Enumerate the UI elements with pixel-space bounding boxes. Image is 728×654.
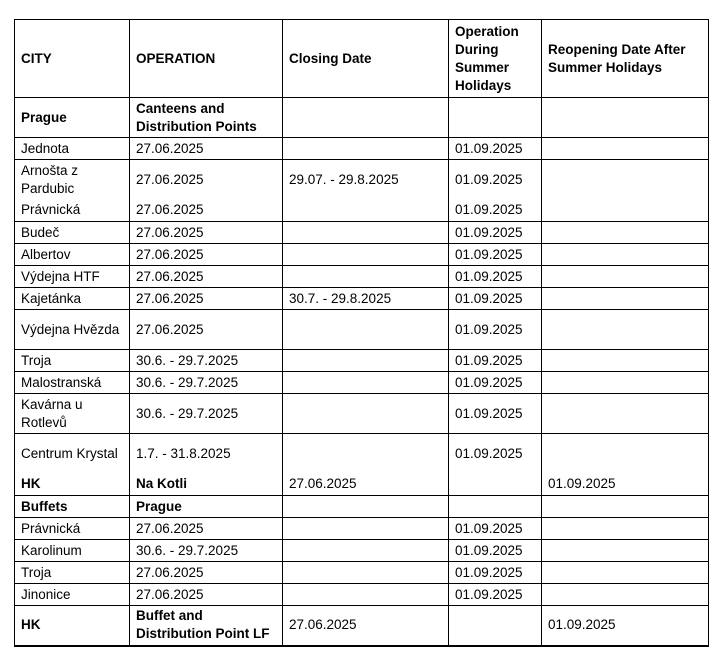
cell-operation: 27.06.2025 [130,562,283,584]
cell-operation: 27.06.2025 [130,266,283,288]
cell-closing [283,222,449,244]
table-row [15,584,709,606]
cell-city: Troja [15,562,130,584]
table-row [15,372,709,394]
cell-reopening [542,584,709,606]
table-cell [283,98,449,138]
cell-closing [283,350,449,372]
cell-closing [283,244,449,266]
cell-reopening [542,434,709,474]
table-row [15,562,709,584]
cell-closing: 30.7. - 29.8.2025 [283,288,449,310]
cell-city: Budeč [15,222,130,244]
cell-during: 01.09.2025 [449,518,542,540]
header-reopening-date: Reopening Date After Summer Holidays [542,20,709,98]
cell-during: 01.09.2025 [449,584,542,606]
table-row [15,200,709,222]
cell-operation: 27.06.2025 [130,160,283,200]
cell-city: HK [15,606,130,646]
cell-reopening [542,138,709,160]
cell-closing [283,584,449,606]
cell-operation: 27.06.2025 [130,310,283,350]
cell-city: Troja [15,350,130,372]
cell-city: HK [15,474,130,496]
cell-operation: 27.06.2025 [130,584,283,606]
cell-operation: Buffet and Distribution Point LF [130,606,283,646]
cell-during: 01.09.2025 [449,562,542,584]
cell-closing [283,138,449,160]
table-row-hk [15,606,709,646]
header-operation: OPERATION [130,20,283,98]
header-operation-during-summer: Operation During Summer Holidays [449,20,542,98]
cell-reopening [542,310,709,350]
table-row [15,540,709,562]
cell-closing [283,562,449,584]
cell-operation: 30.6. - 29.7.2025 [130,372,283,394]
table-row [15,222,709,244]
table-cell [542,98,709,138]
table-cell [449,98,542,138]
cell-operation: 30.6. - 29.7.2025 [130,540,283,562]
cell-operation: Na Kotli [130,474,283,496]
cell-closing [283,434,449,474]
cell-during: 01.09.2025 [449,200,542,222]
section-city: Prague [15,98,130,138]
cell-city: Právnická [15,200,130,222]
cell-operation: 27.06.2025 [130,244,283,266]
cell-city: Kavárna u Rotlevů [15,394,130,434]
cell-reopening [542,244,709,266]
table-row [15,434,709,474]
cell-during: 01.09.2025 [449,138,542,160]
cell-reopening [542,222,709,244]
cell-operation: 27.06.2025 [130,200,283,222]
table-row [15,310,709,350]
cell-closing: 29.07. - 29.8.2025 [283,160,449,200]
cell-city: Malostranská [15,372,130,394]
table-cell [283,496,449,518]
cell-reopening [542,372,709,394]
cell-closing [283,372,449,394]
cell-during: 01.09.2025 [449,434,542,474]
cell-closing [283,266,449,288]
header-row [15,20,709,98]
cell-during: 01.09.2025 [449,266,542,288]
cell-during [449,606,542,646]
cell-city: Jinonice [15,584,130,606]
header-city: CITY [15,20,130,98]
cell-closing [283,200,449,222]
cell-reopening [542,562,709,584]
table-cell [542,496,709,518]
cell-city: Výdejna Hvězda [15,310,130,350]
cell-city: Albertov [15,244,130,266]
cell-operation: 27.06.2025 [130,222,283,244]
cell-city: Jednota [15,138,130,160]
section-operation: Prague [130,496,283,518]
cell-operation: 30.6. - 29.7.2025 [130,394,283,434]
cell-during [449,474,542,496]
cell-reopening [542,540,709,562]
cell-operation: 27.06.2025 [130,518,283,540]
cell-reopening [542,160,709,200]
cell-operation: 1.7. - 31.8.2025 [130,434,283,474]
cell-during: 01.09.2025 [449,540,542,562]
table-row [15,160,709,200]
cell-during: 01.09.2025 [449,288,542,310]
cell-reopening [542,266,709,288]
cell-reopening [542,518,709,540]
cell-operation: 30.6. - 29.7.2025 [130,350,283,372]
cell-city: Arnošta z Pardubic [15,160,130,200]
cell-during: 01.09.2025 [449,394,542,434]
cell-city: Právnická [15,518,130,540]
cell-reopening [542,394,709,434]
cell-during: 01.09.2025 [449,222,542,244]
cell-city: Centrum Krystal [15,434,130,474]
cell-operation: 27.06.2025 [130,138,283,160]
canteen-schedule-table [14,19,709,647]
table-row-hk [15,474,709,496]
cell-during: 01.09.2025 [449,372,542,394]
cell-reopening: 01.09.2025 [542,474,709,496]
cell-during: 01.09.2025 [449,160,542,200]
header-closing-date: Closing Date [283,20,449,98]
cell-closing [283,540,449,562]
cell-city: Výdejna HTF [15,266,130,288]
cell-during: 01.09.2025 [449,244,542,266]
table-row [15,288,709,310]
cell-closing: 27.06.2025 [283,606,449,646]
table-row [15,518,709,540]
cell-closing [283,518,449,540]
section-row-buffets [15,496,709,518]
cell-closing [283,310,449,350]
cell-reopening [542,350,709,372]
table-row [15,138,709,160]
cell-city: Karolinum [15,540,130,562]
section-city: Buffets [15,496,130,518]
cell-operation: 27.06.2025 [130,288,283,310]
cell-reopening [542,200,709,222]
table-cell [449,496,542,518]
cell-during: 01.09.2025 [449,350,542,372]
table-row [15,266,709,288]
table-row [15,350,709,372]
cell-city: Kajetánka [15,288,130,310]
table-row [15,394,709,434]
cell-reopening: 01.09.2025 [542,606,709,646]
cell-closing [283,394,449,434]
cell-closing: 27.06.2025 [283,474,449,496]
cell-reopening [542,288,709,310]
section-row-canteens [15,98,709,138]
cell-during: 01.09.2025 [449,310,542,350]
section-operation: Canteens and Distribution Points [130,98,283,138]
table-row [15,244,709,266]
